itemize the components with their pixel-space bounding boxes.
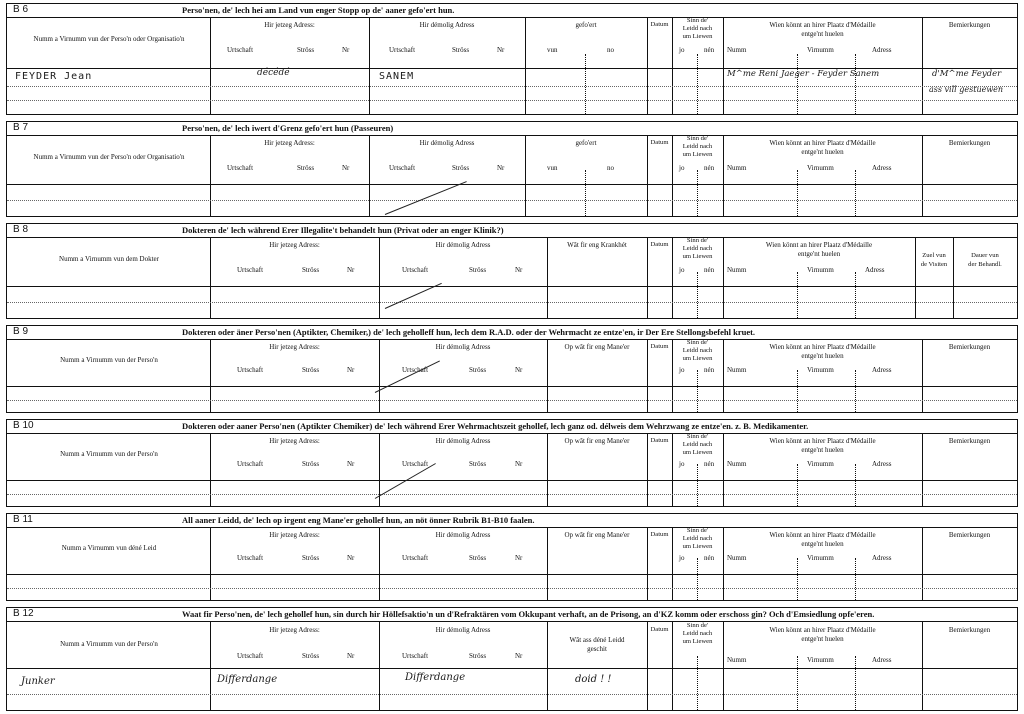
medal-firstname-label: Virnumm	[807, 366, 834, 374]
sinn-label: Sinn de'	[686, 339, 709, 346]
duration-label: der Behandl.	[968, 261, 1002, 268]
medal-label: Wien könnt an hirer Plaatz d'Médaille	[769, 139, 876, 147]
section-b12	[6, 607, 1018, 711]
medal-address-label: Adress	[872, 366, 892, 374]
locality-label: Urtschaft	[389, 46, 416, 54]
section-header	[7, 420, 1017, 434]
section-header	[7, 514, 1017, 528]
number-label: Nr	[515, 652, 523, 660]
medal-label: entge'nt huelen	[801, 446, 844, 454]
street-label: Ströss	[297, 164, 315, 172]
date-label: Datum	[650, 241, 669, 248]
remarks-label: Bemierkungen	[948, 626, 991, 634]
entry-current-locality: Differdange	[217, 674, 278, 685]
number-label: Nr	[347, 554, 355, 562]
number-label: Nr	[515, 554, 523, 562]
locality-label: Urtschaft	[389, 164, 416, 172]
yes-label: jo	[679, 460, 685, 468]
medal-name-label: Numm	[727, 266, 747, 274]
fate-label: Wât ass déné Leidd	[569, 636, 625, 644]
current-address-label: Hir jetzeg Adress:	[269, 531, 320, 539]
date-label: Datum	[650, 139, 669, 146]
yes-label: jo	[679, 366, 685, 374]
remarks-label: Bemierkungen	[948, 139, 991, 147]
current-address-label: Hir jetzeg Adress:	[269, 437, 320, 445]
section-title: Perso'nen, de' lech iwert d'Grenz gefo'ert hun (Passeuren)	[182, 123, 394, 133]
medal-label: Wien könnt an hirer Plaatz d'Médaille	[769, 343, 876, 351]
sinn-label: um Liewen	[682, 253, 713, 260]
sinn-label: um Liewen	[682, 33, 713, 40]
medal-address-label: Adress	[865, 266, 885, 274]
form-page	[6, 3, 1018, 711]
medal-address-label: Adress	[872, 460, 892, 468]
sinn-label: Sinn de'	[686, 527, 709, 534]
remarks-label: Bemierkungen	[948, 437, 991, 445]
col-name-label: Numm a Virnumm vun der Perso'n	[60, 450, 158, 458]
section-code: B 7	[13, 122, 29, 133]
medal-name-label: Numm	[727, 164, 747, 172]
yes-label: jo	[679, 554, 685, 562]
entry-remarks: ass vill gestuewen	[929, 85, 1004, 94]
remarks-label: Bemierkungen	[948, 531, 991, 539]
sinn-label: Sinn de'	[686, 135, 709, 142]
number-label: Nr	[347, 460, 355, 468]
medal-label: entge'nt huelen	[801, 148, 844, 156]
method-label: Op wât fir eng Mane'er	[564, 531, 630, 539]
no-label: nén	[704, 46, 715, 54]
street-label: Ströss	[469, 460, 487, 468]
medal-address-label: Adress	[872, 656, 892, 664]
old-address-label: Hir démolig Adress	[435, 343, 491, 351]
section-header	[7, 224, 1017, 238]
sinn-label: Leidd nach	[682, 25, 713, 32]
sinn-label: Leidd nach	[682, 347, 713, 354]
street-label: Ströss	[452, 46, 470, 54]
entry-old-locality: Differdange	[405, 672, 466, 683]
method-label: Op wât fir eng Mane'er	[564, 437, 630, 445]
sinn-label: um Liewen	[682, 638, 713, 645]
section-title: Dokteren oder aaner Perso'nen (Aptikter Chemiker) de' lech während Erer Wehrmachtszeit gehollef, lech ganz od. délweis dem Wehrzwang ze entze'en. z. B. Medikamenter.	[182, 421, 809, 431]
medal-name-label: Numm	[727, 460, 747, 468]
medal-firstname-label: Virnumm	[807, 164, 834, 172]
strike-through-mark	[385, 181, 467, 215]
street-label: Ströss	[302, 266, 320, 274]
entry-current-locality: décédé	[257, 68, 290, 78]
locality-label: Urtschaft	[237, 366, 264, 374]
col-name-label: Numm a Virnumm vun der Perso'n oder Organisatio'n	[33, 153, 185, 161]
old-address-label: Hir démolig Adress	[419, 139, 475, 147]
from-label: vun	[547, 164, 558, 172]
street-label: Ströss	[469, 652, 487, 660]
entry-name: FEYDER Jean	[15, 71, 93, 82]
sinn-label: um Liewen	[682, 449, 713, 456]
sinn-label: Leidd nach	[682, 143, 713, 150]
locality-label: Urtschaft	[237, 652, 264, 660]
sinn-label: Sinn de'	[686, 433, 709, 440]
remarks-label: Bemierkungen	[948, 21, 991, 29]
medal-firstname-label: Virnumm	[807, 266, 834, 274]
medal-address-label: Adress	[872, 554, 892, 562]
number-label: Nr	[515, 366, 523, 374]
number-label: Nr	[515, 460, 523, 468]
sinn-label: Sinn de'	[686, 17, 709, 24]
current-address-label: Hir jetzeg Adress:	[264, 139, 315, 147]
date-label: Datum	[650, 626, 669, 633]
entry-name: Junker	[21, 676, 55, 687]
date-label: Datum	[650, 343, 669, 350]
col-name-label: Numm a Virnumm vun der Perso'n	[60, 356, 158, 364]
no-label: nén	[704, 554, 715, 562]
street-label: Ströss	[302, 554, 320, 562]
entry-remarks: d'M^me Feyder	[932, 69, 1002, 79]
medal-firstname-label: Virnumm	[807, 46, 834, 54]
street-label: Ströss	[302, 652, 320, 660]
sinn-label: Leidd nach	[682, 630, 713, 637]
number-label: Nr	[347, 366, 355, 374]
entry-medal: M^me Reni Jaeger - Feyder Sanem	[727, 69, 880, 79]
number-label: Nr	[515, 266, 523, 274]
section-code: B 10	[13, 420, 34, 431]
section-code: B 9	[13, 326, 29, 337]
section-header	[7, 4, 1017, 18]
section-b10	[6, 419, 1018, 507]
sinn-label: Leidd nach	[682, 245, 713, 252]
col-name-label: Numm a Virnumm vun dem Dokter	[59, 255, 159, 263]
remarks-label: Bemierkungen	[948, 343, 991, 351]
no-label: nén	[704, 366, 715, 374]
medal-firstname-label: Virnumm	[807, 656, 834, 664]
street-label: Ströss	[469, 554, 487, 562]
current-address-label: Hir jetzeg Adress:	[269, 626, 320, 634]
section-title: Perso'nen, de' lech hei am Land vun enger Stopp op de' aaner gefo'ert hun.	[182, 5, 455, 15]
date-label: Datum	[650, 531, 669, 538]
section-b9	[6, 325, 1018, 413]
no-label: nén	[704, 266, 715, 274]
no-label: nén	[704, 460, 715, 468]
street-label: Ströss	[469, 266, 487, 274]
old-address-label: Hir démolig Adress	[435, 626, 491, 634]
section-header	[7, 122, 1017, 136]
section-b6	[6, 3, 1018, 115]
entry-fate: doid ! !	[575, 674, 612, 685]
medal-address-label: Adress	[872, 46, 892, 54]
date-label: Datum	[650, 21, 669, 28]
col-name-label: Numm a Virnumm vun déné Leid	[61, 544, 157, 552]
sinn-label: Leidd nach	[682, 535, 713, 542]
medal-label: entge'nt huelen	[801, 352, 844, 360]
number-label: Nr	[497, 164, 505, 172]
locality-label: Urtschaft	[237, 554, 264, 562]
medal-name-label: Numm	[727, 46, 747, 54]
section-code: B 8	[13, 224, 29, 235]
duration-label: Dauer vun	[971, 252, 999, 259]
current-address-label: Hir jetzeg Adress:	[264, 21, 315, 29]
current-address-label: Hir jetzeg Adress:	[269, 241, 320, 249]
locality-label: Urtschaft	[402, 266, 429, 274]
locality-label: Urtschaft	[402, 554, 429, 562]
old-address-label: Hir démolig Adress	[435, 437, 491, 445]
section-b7	[6, 121, 1018, 217]
sinn-label: Sinn de'	[686, 622, 709, 629]
to-label: no	[607, 164, 614, 172]
street-label: Ströss	[297, 46, 315, 54]
locality-label: Urtschaft	[402, 460, 429, 468]
locality-label: Urtschaft	[237, 460, 264, 468]
sinn-label: um Liewen	[682, 355, 713, 362]
section-code: B 6	[13, 4, 29, 15]
section-header	[7, 326, 1017, 340]
number-label: Nr	[497, 46, 505, 54]
medal-label: Wien könnt an hirer Plaatz d'Médaille	[769, 21, 876, 29]
medal-label: entge'nt huelen	[801, 540, 844, 548]
transported-label: gefo'ert	[575, 139, 597, 147]
medal-label: Wien könnt an hirer Plaatz d'Médaille	[769, 626, 876, 634]
medal-label: entge'nt huelen	[801, 635, 844, 643]
medal-name-label: Numm	[727, 656, 747, 664]
street-label: Ströss	[469, 366, 487, 374]
locality-label: Urtschaft	[402, 366, 429, 374]
section-code: B 12	[13, 608, 34, 619]
method-label: Op wât fir eng Mane'er	[564, 343, 630, 351]
street-label: Ströss	[302, 460, 320, 468]
medal-label: Wien könnt an hirer Plaatz d'Médaille	[765, 241, 873, 249]
illness-label: Wât fir eng Krankhét	[567, 241, 627, 249]
medal-firstname-label: Virnumm	[807, 460, 834, 468]
current-address-label: Hir jetzeg Adress:	[269, 343, 320, 351]
date-label: Datum	[650, 437, 669, 444]
street-label: Ströss	[452, 164, 470, 172]
section-code: B 11	[13, 514, 33, 525]
old-address-label: Hir démolig Adress	[435, 531, 491, 539]
medal-address-label: Adress	[872, 164, 892, 172]
number-label: Nr	[347, 652, 355, 660]
sinn-label: um Liewen	[682, 543, 713, 550]
col-name-label: Numm a Virnumm vun der Perso'n oder Organisatio'n	[33, 35, 185, 43]
locality-label: Urtschaft	[227, 46, 254, 54]
from-label: vun	[547, 46, 558, 54]
locality-label: Urtschaft	[237, 266, 264, 274]
number-label: Nr	[342, 46, 350, 54]
visits-label: Zuel vun	[922, 252, 946, 259]
entry-old-locality: SANEM	[379, 71, 415, 82]
section-header	[7, 608, 1017, 622]
medal-label: Wien könnt an hirer Plaatz d'Médaille	[769, 531, 876, 539]
medal-label: Wien könnt an hirer Plaatz d'Médaille	[769, 437, 876, 445]
sinn-label: Leidd nach	[682, 441, 713, 448]
transported-label: gefo'ert	[575, 21, 597, 29]
sinn-label: um Liewen	[682, 151, 713, 158]
yes-label: jo	[679, 266, 685, 274]
col-name-label: Numm a Virnumm vun der Perso'n	[60, 640, 158, 648]
old-address-label: Hir démolig Adress	[419, 21, 475, 29]
yes-label: jo	[679, 164, 685, 172]
number-label: Nr	[347, 266, 355, 274]
sinn-label: Sinn de'	[686, 237, 709, 244]
old-address-label: Hir démolig Adress	[435, 241, 491, 249]
section-title: Dokteren oder äner Perso'nen (Aptikter, Chemiker,) de' lech geholleff hun, lech dem R.A.D. oder der Wehrmacht ze entze'en, ir Der Ere Stellongsbefehl kruet.	[182, 327, 756, 337]
locality-label: Urtschaft	[227, 164, 254, 172]
yes-label: jo	[679, 46, 685, 54]
no-label: nén	[704, 164, 715, 172]
medal-firstname-label: Virnumm	[807, 554, 834, 562]
section-title: All aaner Leidd, de' lech op irgent eng Mane'er gehollef hun, an nöt önner Rubrik B1-B10 faalen.	[182, 515, 535, 525]
medal-label: entge'nt huelen	[797, 250, 841, 258]
section-title: Waat fir Perso'nen, de' lech gehollef hun, sin durch hir Höllefsaktio'n un d'Refraktären vom Okkupant verhaft, an de Prisong, an d'KZ komm oder erschoss gin? Och d'Emsiedlung opfe'eren.	[182, 609, 875, 619]
locality-label: Urtschaft	[402, 652, 429, 660]
section-b11	[6, 513, 1018, 601]
section-b8	[6, 223, 1018, 319]
visits-label: de Visiten	[920, 261, 948, 268]
medal-name-label: Numm	[727, 554, 747, 562]
number-label: Nr	[342, 164, 350, 172]
fate-label: geschit	[587, 645, 607, 653]
medal-name-label: Numm	[727, 366, 747, 374]
section-title: Dokteren de' lech während Erer Illegalite't behandelt hun (Privat oder an enger Klinik?)	[182, 225, 504, 235]
to-label: no	[607, 46, 614, 54]
medal-label: entge'nt huelen	[801, 30, 844, 38]
street-label: Ströss	[302, 366, 320, 374]
